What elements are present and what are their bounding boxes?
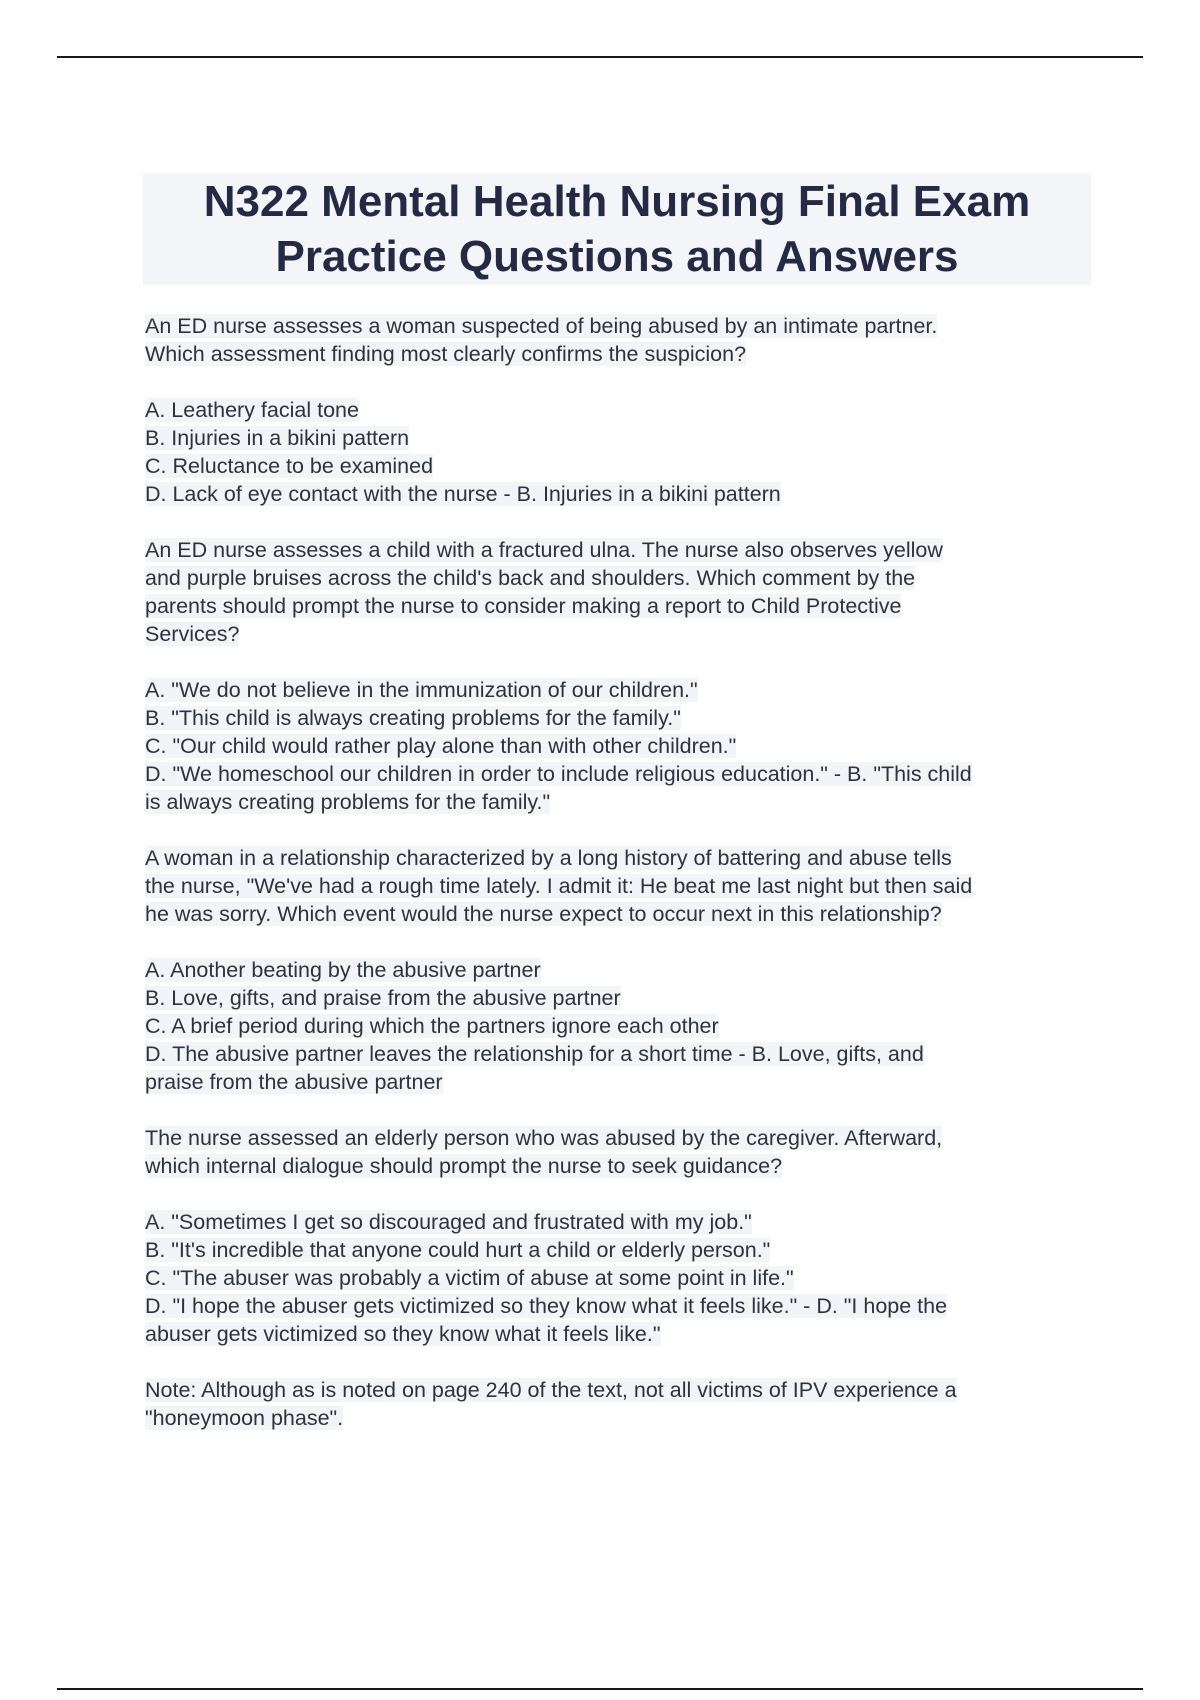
text-line-content: C. Reluctance to be examined (145, 454, 434, 478)
text-line (145, 1040, 1090, 1068)
text-line (145, 480, 1090, 508)
text-line (145, 340, 1090, 368)
text-line-content: Which assessment finding most clearly confirms the suspicion? (145, 342, 747, 366)
text-line (145, 1320, 1090, 1348)
text-block (145, 1376, 1090, 1432)
text-line-content: D. "We homeschool our children in order to include religious education." - B. "This child (145, 762, 972, 786)
text-line-content: A woman in a relationship characterized by a long history of battering and abuse tells (145, 846, 952, 870)
text-line (145, 676, 1090, 704)
text-line (145, 1292, 1090, 1320)
text-line (145, 1208, 1090, 1236)
text-line (145, 704, 1090, 732)
text-line-content: An ED nurse assesses a woman suspected of being abused by an intimate partner. (145, 314, 938, 338)
text-line-content: the nurse, "We've had a rough time lately. I admit it: He beat me last night but then said (145, 874, 973, 898)
text-line (145, 1376, 1090, 1404)
text-line (145, 760, 1090, 788)
text-line-content: D. Lack of eye contact with the nurse - B. Injuries in a bikini pattern (145, 482, 781, 506)
text-line (145, 1068, 1090, 1096)
text-line-content: abuser gets victimized so they know what it feels like." (145, 1322, 661, 1346)
text-block (145, 1208, 1090, 1348)
text-line-content: C. "The abuser was probably a victim of abuse at some point in life." (145, 1266, 794, 1290)
text-line (145, 1264, 1090, 1292)
text-line-content: B. "It's incredible that anyone could hurt a child or elderly person." (145, 1238, 771, 1262)
text-line (145, 900, 1090, 928)
text-line-content: An ED nurse assesses a child with a fractured ulna. The nurse also observes yellow (145, 538, 943, 562)
text-block (145, 396, 1090, 508)
text-line-content: A. Another beating by the abusive partner (145, 958, 541, 982)
text-line-content: "honeymoon phase". (145, 1406, 344, 1430)
text-line-content: is always creating problems for the family." (145, 790, 551, 814)
text-line-content: praise from the abusive partner (145, 1070, 443, 1094)
text-line (145, 732, 1090, 760)
text-line (145, 452, 1090, 480)
text-line-content: Services? (145, 622, 240, 646)
title-line-2: Practice Questions and Answers (275, 232, 959, 281)
text-line (145, 564, 1090, 592)
text-line (145, 536, 1090, 564)
text-line (145, 956, 1090, 984)
text-line (145, 312, 1090, 340)
text-line-content: Note: Although as is noted on page 240 of the text, not all victims of IPV experience a (145, 1378, 957, 1402)
text-line (145, 844, 1090, 872)
text-line (145, 1236, 1090, 1264)
text-line-content: A. "Sometimes I get so discouraged and frustrated with my job." (145, 1210, 752, 1234)
text-line-content: B. Injuries in a bikini pattern (145, 426, 410, 450)
text-line-content: C. A brief period during which the partners ignore each other (145, 1014, 719, 1038)
text-line-content: D. "I hope the abuser gets victimized so they know what it feels like." - D. "I hope the (145, 1294, 948, 1318)
text-line (145, 620, 1090, 648)
text-block (145, 844, 1090, 928)
text-line (145, 592, 1090, 620)
text-block (145, 956, 1090, 1096)
text-line-content: he was sorry. Which event would the nurse expect to occur next in this relationship? (145, 902, 942, 926)
text-line (145, 984, 1090, 1012)
text-line-content: which internal dialogue should prompt the nurse to seek guidance? (145, 1154, 783, 1178)
text-block (145, 1124, 1090, 1180)
text-line (145, 1124, 1090, 1152)
text-line-content: and purple bruises across the child's back and shoulders. Which comment by the (145, 566, 916, 590)
text-line-content: C. "Our child would rather play alone than with other children." (145, 734, 737, 758)
title-line-1: N322 Mental Health Nursing Final Exam (203, 177, 1031, 226)
text-line (145, 788, 1090, 816)
document-title (143, 173, 1091, 285)
text-line (145, 1152, 1090, 1180)
text-line (145, 1012, 1090, 1040)
text-line (145, 424, 1090, 452)
text-block (145, 676, 1090, 816)
text-line (145, 1404, 1090, 1432)
text-line (145, 396, 1090, 424)
text-line-content: B. Love, gifts, and praise from the abusive partner (145, 986, 621, 1010)
text-line-content: A. Leathery facial tone (145, 398, 359, 422)
bottom-rule (57, 1688, 1143, 1690)
text-line-content: parents should prompt the nurse to consider making a report to Child Protective (145, 594, 902, 618)
text-line-content: B. "This child is always creating problems for the family." (145, 706, 681, 730)
top-rule (57, 56, 1143, 58)
text-line-content: D. The abusive partner leaves the relationship for a short time - B. Love, gifts, and (145, 1042, 924, 1066)
text-line-content: A. "We do not believe in the immunization of our children." (145, 678, 698, 702)
text-block (145, 312, 1090, 368)
text-block (145, 536, 1090, 648)
text-line (145, 872, 1090, 900)
text-line-content: The nurse assessed an elderly person who was abused by the caregiver. Afterward, (145, 1126, 943, 1150)
document-body (145, 312, 1090, 1460)
